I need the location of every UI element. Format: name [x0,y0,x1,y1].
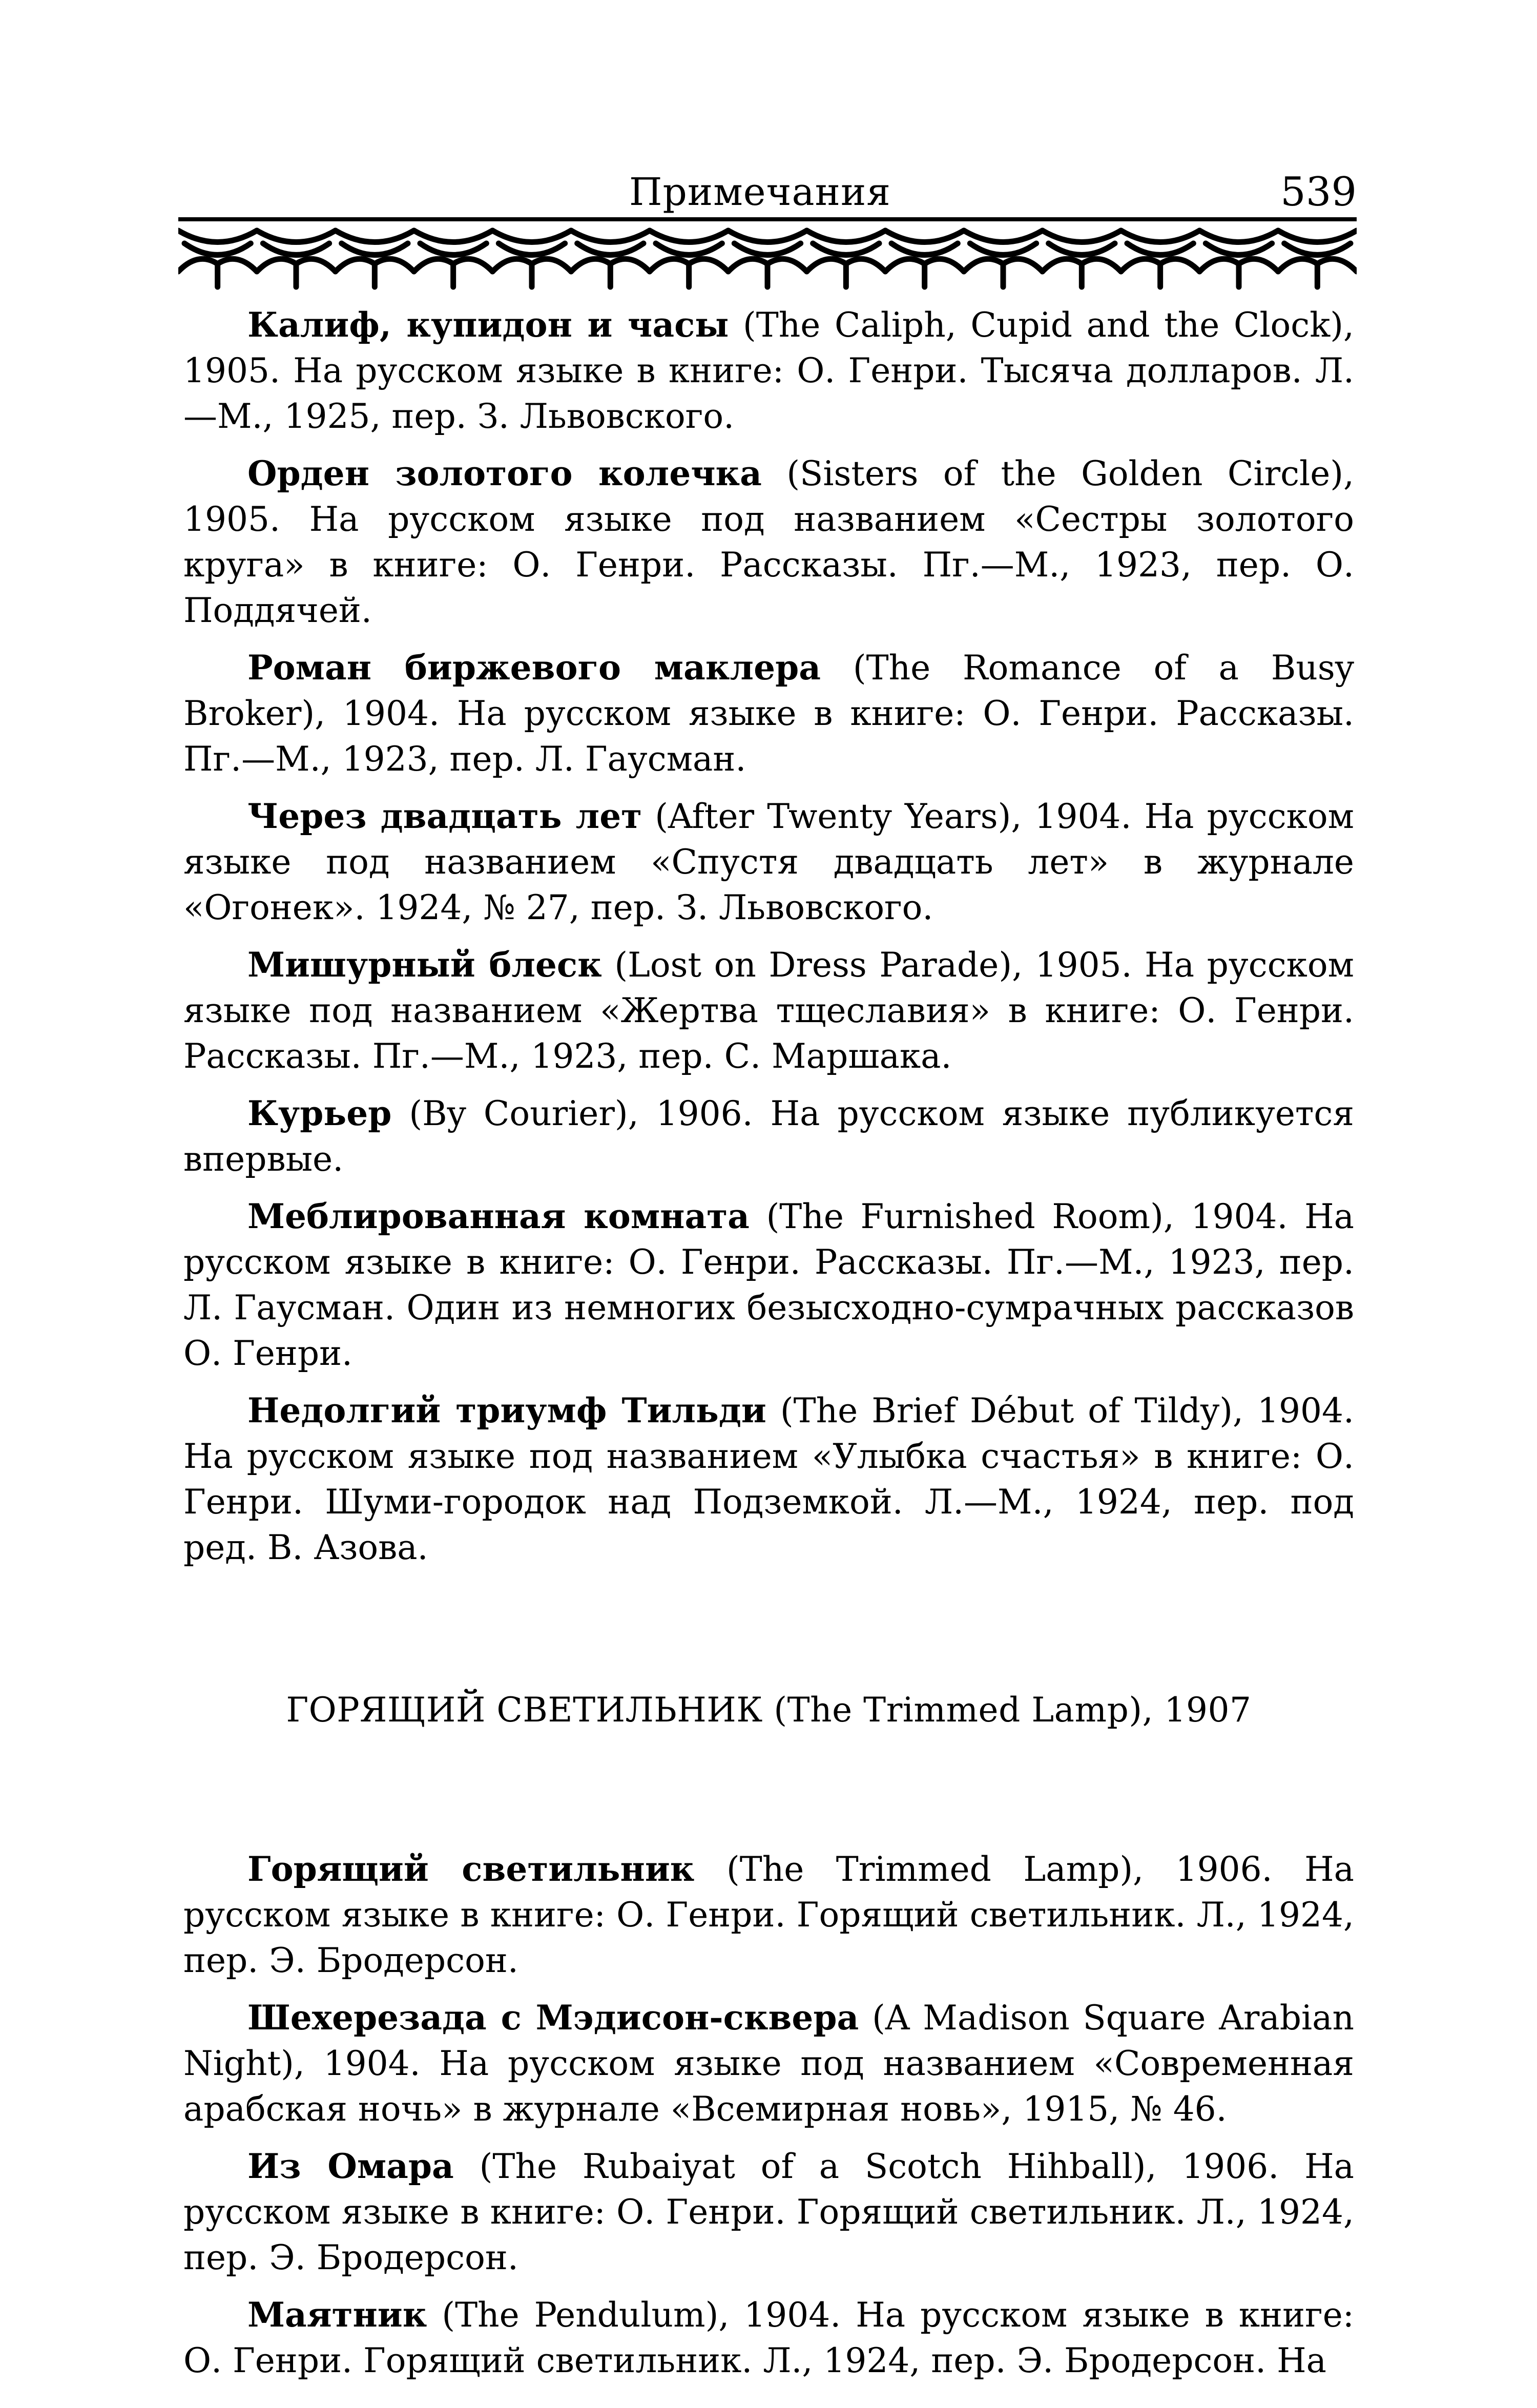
note-entry [183,1388,1354,1570]
note-text: (Lost on Dress Parade), 1905. На русском языке под названием «Жертва тщеславия» в книге: О. Генри. Рассказы. Пг.—М., 1923, пер. С. Маршака. [183,945,1354,1076]
running-head [178,164,1357,220]
notes-list-second [183,1846,1354,2383]
section-heading: ГОРЯЩИЙ СВЕТИЛЬНИК (The Trimmed Lamp), 1907 [286,1690,1252,1730]
note-entry [183,2292,1354,2383]
note-title: Через двадцать лет [247,796,642,836]
note-entry [183,1995,1354,2132]
note-entry [183,794,1354,930]
note-title: Меблированная комната [247,1196,750,1236]
note-entry [183,451,1354,633]
note-entry [183,645,1354,782]
note-title: Из Омара [247,2146,454,2186]
note-entry [183,1091,1354,1182]
note-text: (After Twenty Years), 1904. На русском языке под названием «Спустя двадцать лет» в журнале «Огонек». 1924, № 27, пер. З. Львовского. [183,797,1354,927]
note-text: (The Brief Début of Tildy), 1904. На русском языке под названием «Улыбка счастья» в книге: О. Генри. Шуми-городок над Подземкой. Л.—М., 1924, пер. под ред. В. Азова. [183,1391,1354,1567]
note-text: (By Courier), 1906. На русском языке публикуется впервые. [183,1094,1354,1179]
notes-list-first [183,302,1354,1570]
note-text: (A Madison Square Arabian Night), 1904. На русском языке под названием «Современная арабская ночь» в журнале «Всемирная новь», 1915, № 46. [183,1998,1354,2129]
note-text: (The Furnished Room), 1904. На русском языке в книге: О. Генри. Рассказы. Пг.—М., 1923, пер. Л. Гаусман. Один из немногих безысходно-сумрачных рассказов О. Генри. [183,1197,1355,1373]
note-entry [183,2144,1354,2280]
note-title: Недолгий триумф Тильди [247,1390,766,1430]
note-text: (The Trimmed Lamp), 1906. На русском языке в книге: О. Генри. Горящий светильник. Л., 1924, пер. Э. Бродерсон. [183,1850,1354,1980]
page-number: 539 [1280,169,1357,215]
note-title: Курьер [247,1093,392,1133]
note-entry [183,942,1354,1079]
note-text: (The Rubaiyat of a Scotch Hihball), 1906. На русском языке в книге: О. Генри. Горящий светильник. Л., 1924, пер. Э. Бродерсон. [183,2147,1354,2277]
note-title: Шехерезада с Мэдисон-сквера [247,1998,859,2038]
ornamental-border-icon [178,215,1357,292]
note-title: Роман биржевого маклера [247,648,821,688]
note-entry [183,1846,1354,1983]
note-entry [183,1194,1354,1376]
running-title: Примечания [629,170,891,214]
note-title: Мишурный блеск [247,945,602,985]
note-title: Горящий светильник [247,1849,695,1889]
note-entry [183,302,1354,439]
note-text: (Sisters of the Golden Circle), 1905. На русском языке под названием «Сестры золотого круга» в книге: О. Генри. Рассказы. Пг.—М., 1923, пер. О. Поддячей. [183,454,1354,630]
note-title: Маятник [247,2295,427,2335]
note-text: (The Romance of a Busy Broker), 1904. На русском языке в книге: О. Генри. Рассказы. Пг.—М., 1923, пер. Л. Гаусман. [183,648,1354,779]
note-title: Калиф, купидон и часы [247,305,729,345]
note-text: (The Caliph, Cupid and the Clock), 1905. На русском языке в книге: О. Генри. Тысяча долларов. Л.—М., 1925, пер. З. Львовского. [183,305,1354,436]
note-title: Орден золотого колечка [247,453,762,493]
note-text: (The Pendulum), 1904. На русском языке в книге: О. Генри. Горящий светильник. Л., 1924, пер. Э. Бродерсон. На [183,2295,1354,2380]
notes-body [183,302,1354,2395]
